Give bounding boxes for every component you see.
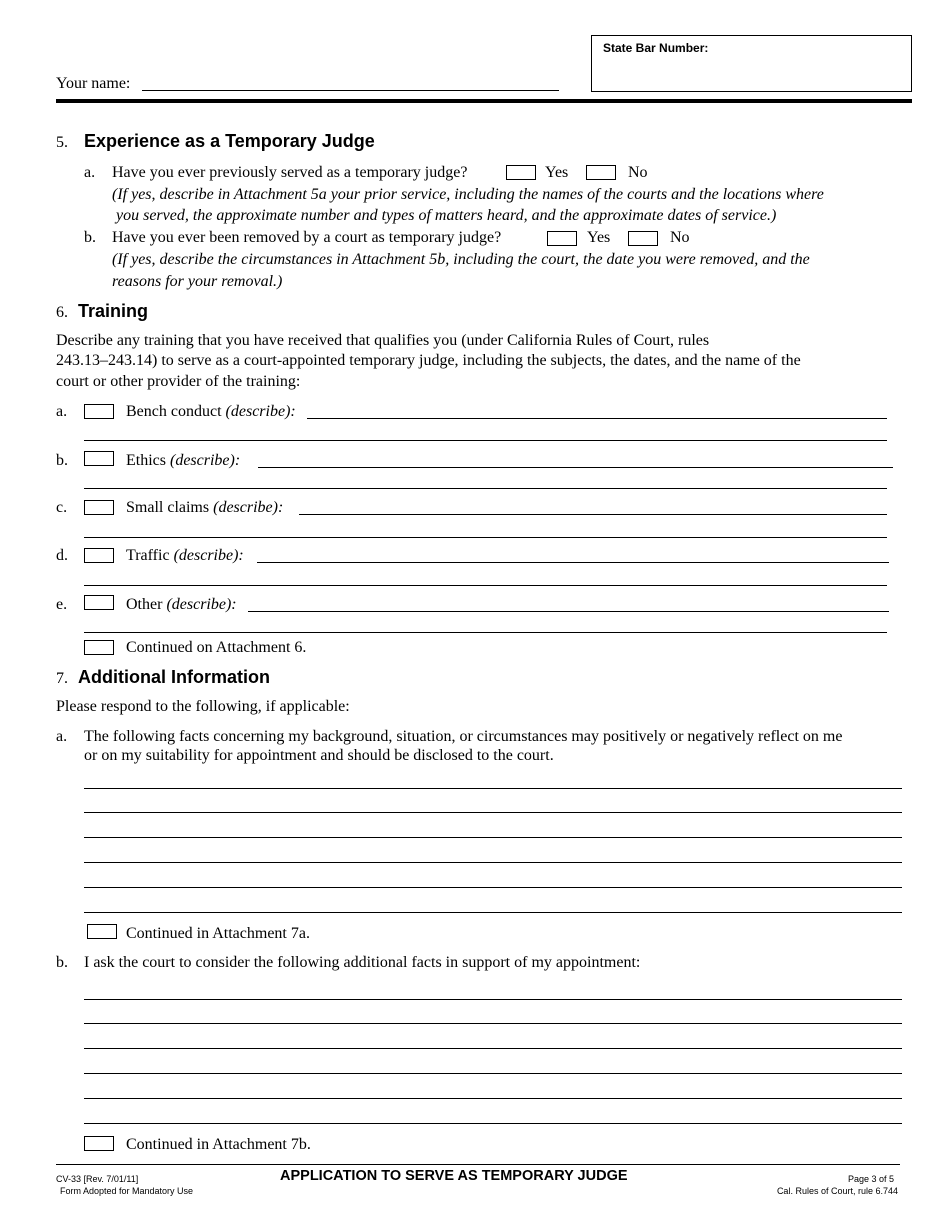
training-c-field-line2[interactable] <box>84 537 887 538</box>
training-d-field-line1[interactable] <box>257 562 889 563</box>
q5a-note-line2: you served, the approximate number and types of matters heard, and the approximate dates of service.) <box>116 207 777 224</box>
your-name-field[interactable] <box>142 90 559 91</box>
q7b-answer-line[interactable] <box>84 1023 902 1024</box>
q7a-answer-line[interactable] <box>84 862 902 863</box>
q5a-yes-label: Yes <box>545 164 569 181</box>
section-6-intro-line1: Describe any training that you have received that qualifies you (under California Rules of Court, rules <box>56 332 710 349</box>
section-6-intro-line2: 243.13–243.14) to serve as a court-appointed temporary judge, including the subjects, the dates, and the name of the <box>56 352 801 369</box>
q7a-text-line1: The following facts concerning my background, situation, or circumstances may positively or negatively reflect on me <box>84 728 843 745</box>
attachment-7b-label: Continued in Attachment 7b. <box>126 1136 311 1153</box>
training-a-describe: (describe): <box>225 403 296 420</box>
training-b-letter: b. <box>56 452 68 469</box>
training-a-checkbox[interactable] <box>84 404 114 419</box>
attachment-7a-checkbox[interactable] <box>87 924 117 939</box>
training-e-field-line2[interactable] <box>84 632 887 633</box>
training-e-checkbox[interactable] <box>84 595 114 610</box>
training-e-label: Other <box>126 596 163 613</box>
q7b-answer-line[interactable] <box>84 1123 902 1124</box>
footer-adopted: Form Adopted for Mandatory Use <box>60 1186 194 1196</box>
q5b-yes-label: Yes <box>587 229 611 246</box>
section-7-intro: Please respond to the following, if applicable: <box>56 698 350 715</box>
training-b-field-line1[interactable] <box>258 467 893 468</box>
training-d-field-line2[interactable] <box>84 585 887 586</box>
section-6-title: Training <box>78 301 149 321</box>
training-a-field-line2[interactable] <box>84 440 887 441</box>
training-e-letter: e. <box>56 596 68 613</box>
attachment-6-checkbox[interactable] <box>84 640 114 655</box>
training-d-label: Traffic <box>126 547 170 564</box>
training-d-letter: d. <box>56 547 68 564</box>
section-5-title: Experience as a Temporary Judge <box>84 131 375 151</box>
training-c-describe: (describe): <box>213 499 284 516</box>
footer-form-id: CV-33 [Rev. 7/01/11] <box>56 1174 139 1184</box>
training-b-label: Ethics <box>126 452 166 469</box>
q7a-letter: a. <box>56 728 68 745</box>
footer-page: Page 3 of 5 <box>847 1174 894 1184</box>
section-7-number: 7. <box>56 670 68 687</box>
q7a-answer-line[interactable] <box>84 788 902 789</box>
section-7-title: Additional Information <box>78 667 270 687</box>
training-d-describe: (describe): <box>173 547 244 564</box>
training-b-field-line2[interactable] <box>84 488 887 489</box>
section-6-intro-line3: court or other provider of the training: <box>56 373 301 390</box>
q7a-answer-line[interactable] <box>84 912 902 913</box>
q7b-text: I ask the court to consider the following additional facts in support of my appointment: <box>84 954 641 971</box>
state-bar-number-box[interactable] <box>591 35 912 92</box>
attachment-7a-label: Continued in Attachment 7a. <box>126 925 310 942</box>
q5a-no-label: No <box>628 164 648 181</box>
q7b-letter: b. <box>56 954 68 971</box>
q5b-no-checkbox[interactable] <box>628 231 658 246</box>
q7a-text-line2: or on my suitability for appointment and should be disclosed to the court. <box>84 747 554 764</box>
footer-title: APPLICATION TO SERVE AS TEMPORARY JUDGE <box>280 1168 628 1184</box>
training-d-checkbox[interactable] <box>84 548 114 563</box>
q5a-no-checkbox[interactable] <box>586 165 616 180</box>
q7b-answer-line[interactable] <box>84 1048 902 1049</box>
q5b-question: Have you ever been removed by a court as temporary judge? <box>112 229 502 246</box>
training-c-letter: c. <box>56 499 68 516</box>
q5a-letter: a. <box>84 164 96 181</box>
q7a-answer-line[interactable] <box>84 887 902 888</box>
q5a-question: Have you ever previously served as a temporary judge? <box>112 164 468 181</box>
training-b-checkbox[interactable] <box>84 451 114 466</box>
section-5-number: 5. <box>56 134 68 151</box>
section-6-number: 6. <box>56 304 68 321</box>
training-b-describe: (describe): <box>170 452 241 469</box>
q5b-yes-checkbox[interactable] <box>547 231 577 246</box>
q5b-no-label: No <box>670 229 690 246</box>
q5a-note-line1: (If yes, describe in Attachment 5a your prior service, including the names of the courts and the locations where <box>112 186 824 203</box>
training-c-label: Small claims <box>126 499 210 516</box>
state-bar-number-label: State Bar Number: <box>603 41 709 55</box>
attachment-7b-checkbox[interactable] <box>84 1136 114 1151</box>
q5b-note-line2: reasons for your removal.) <box>112 273 283 290</box>
q5a-yes-checkbox[interactable] <box>506 165 536 180</box>
training-e-describe: (describe): <box>166 596 237 613</box>
q5b-letter: b. <box>84 229 96 246</box>
q7b-answer-line[interactable] <box>84 1098 902 1099</box>
training-e-field-line1[interactable] <box>248 611 889 612</box>
training-a-label: Bench conduct <box>126 403 222 420</box>
attachment-6-label: Continued on Attachment 6. <box>126 639 307 656</box>
footer-rule-citation: Cal. Rules of Court, rule 6.744 <box>776 1186 898 1196</box>
q7b-answer-line[interactable] <box>84 999 902 1000</box>
training-c-checkbox[interactable] <box>84 500 114 515</box>
footer-rule <box>56 1164 900 1165</box>
training-c-field-line1[interactable] <box>299 514 887 515</box>
your-name-label: Your name: <box>56 75 131 92</box>
training-a-field-line1[interactable] <box>307 418 887 419</box>
q7b-answer-line[interactable] <box>84 1073 902 1074</box>
q5b-note-line1: (If yes, describe the circumstances in Attachment 5b, including the court, the date you were removed, and the <box>112 251 810 268</box>
q7a-answer-line[interactable] <box>84 812 902 813</box>
q7a-answer-line[interactable] <box>84 837 902 838</box>
header-rule <box>56 99 912 103</box>
training-a-letter: a. <box>56 403 68 420</box>
